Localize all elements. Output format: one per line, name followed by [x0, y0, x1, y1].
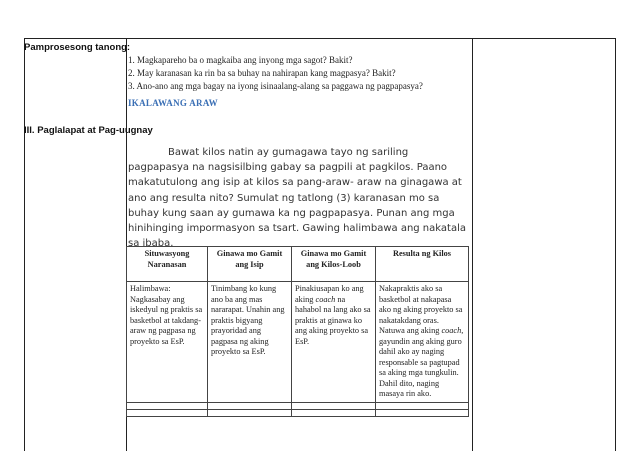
question-item: 1. Magkapareho ba o magkaiba ang inyong mga sagot? Bakit? [128, 55, 353, 65]
text-segment: na hahabol na lang ako sa praktis at ginawa ko ang aking proyekto sa EsP. [295, 294, 371, 346]
question-item: 2. May karanasan ka rin ba sa buhay na nahirapan kang magpasya? Bakit? [128, 68, 396, 78]
instruction-paragraph: Bawat kilos natin ay gumagawa tayo ng sariling pagpapasya na nagsisilbing gabay sa pagpili at pagkilos. Paano makatutulong ang isip at kilos sa pang-araw- araw na ginagawa at ano ang resulta nito? Sumulat ng tatlong (3) karanasan mo sa buhay kung saan ay gumawa ka ng pagpapasya. Punan ang mga hinihinging impormasyon sa tsart. Gawing halimbawa ang nakatala sa ibaba. [128, 147, 466, 250]
empty-cell [292, 409, 376, 416]
column-divider-right [472, 38, 473, 451]
table-row [127, 282, 469, 403]
section-iii-label: III. Paglalapat at Pag-uugnay [24, 125, 153, 136]
table-header-row [127, 247, 469, 282]
empty-cell [208, 409, 292, 416]
empty-cell [208, 402, 292, 409]
day-heading: IKALAWANG ARAW [128, 98, 218, 108]
question-item: 3. Ano-ano ang mga bagay na iyong isinaalang-alang sa paggawa ng pagpapasya? [128, 81, 423, 91]
example-kilos-loob [292, 282, 376, 403]
left-column [24, 38, 127, 451]
header-isip: Ginawa mo Gamit ang Isip [208, 247, 292, 282]
header-situwasyon: Situwasyong Naranasan [127, 247, 208, 282]
text-segment: , gayundin ang aking guro dahil ako ay naging responsable sa pagtupad sa aking mga tungkulin. Dahil dito, naging masaya rin ako. [379, 326, 464, 398]
empty-cell [127, 402, 208, 409]
example-resulta [376, 282, 469, 403]
empty-cell [376, 402, 469, 409]
empty-cell [376, 409, 469, 416]
example-isip: Tinimbang ko kung ano ba ang mas nararapat. Unahin ang praktis bigyang prayoridad ang pagpasa ng aking proyekto sa EsP. [208, 282, 292, 403]
text-segment: Pinakiusapan ko ang aking [295, 284, 364, 304]
header-resulta: Resulta ng Kilos [376, 247, 469, 282]
empty-row [127, 409, 469, 416]
text-emphasis: coach [441, 326, 462, 335]
empty-cell [292, 402, 376, 409]
pamprosesong-label: Pamprosesong tanong: [24, 42, 131, 53]
header-kilos-loob: Ginawa mo Gamit ang Kilos-Loob [292, 247, 376, 282]
question-list [128, 54, 423, 93]
decision-table [126, 246, 469, 417]
empty-row [127, 402, 469, 409]
example-situwasyon: Halimbawa: Nagkasabay ang iskedyul ng praktis sa basketbol at takdang-araw ng pagpasa ng proyekto sa EsP. [127, 282, 208, 403]
text-segment: Nakapraktis ako sa basketbol at nakapasa ako ng aking proyekto sa nakatakdang oras. Natuwa ang aking [379, 284, 463, 335]
column-divider-outer [615, 38, 616, 451]
empty-cell [127, 409, 208, 416]
text-emphasis: coach [315, 294, 336, 304]
